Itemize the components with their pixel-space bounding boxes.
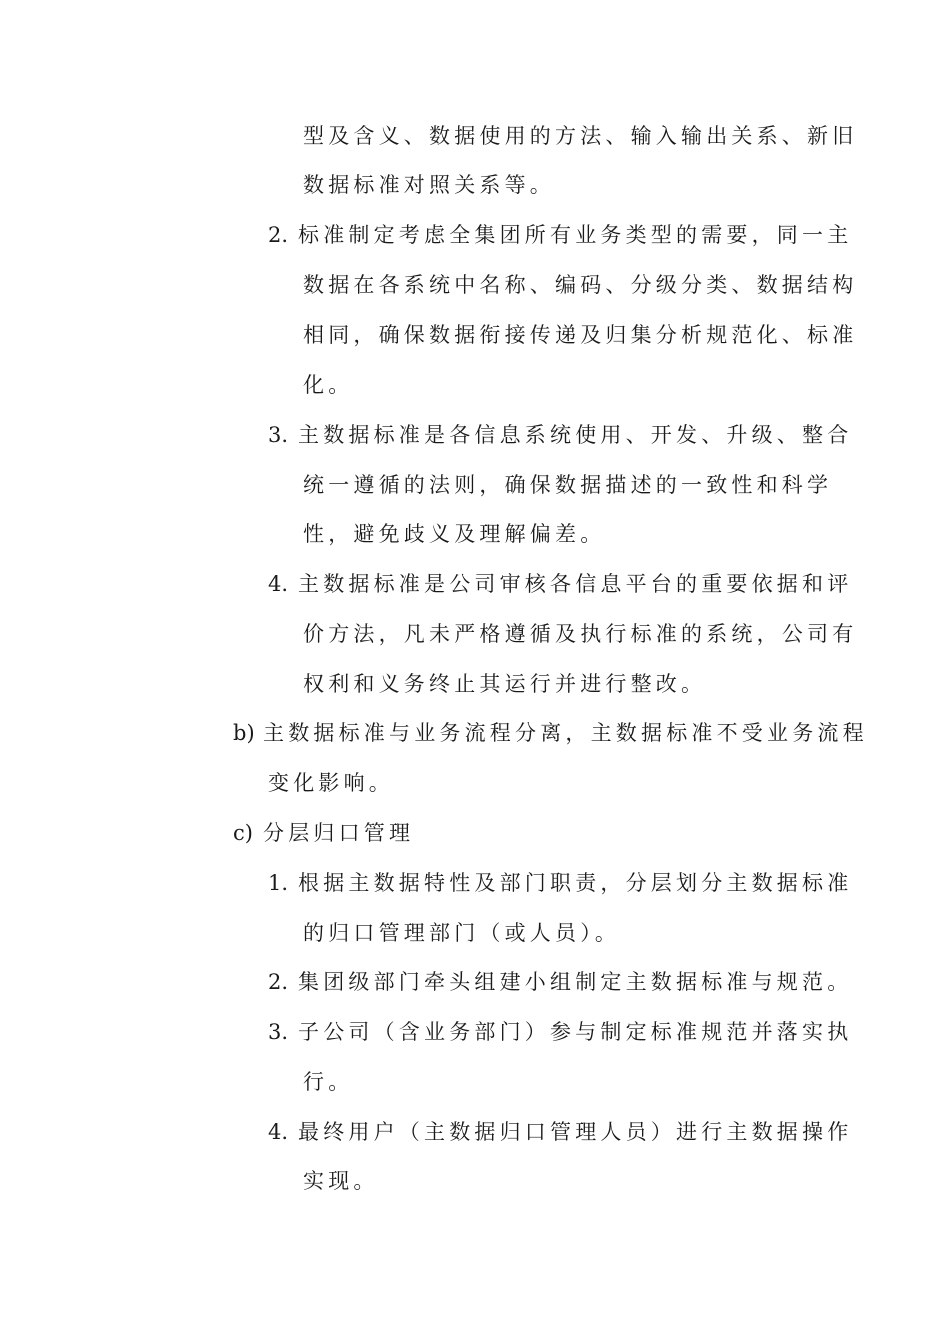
item4-line-3: 权利和义务终止其运行并进行整改。: [303, 672, 707, 696]
c-item2-first-line: [268, 967, 852, 997]
c-item3-marker: 3.: [268, 1020, 289, 1044]
item3-line-1: 主数据标准是各信息系统使用、开发、升级、整合: [298, 423, 853, 447]
item3-first-line: [268, 420, 852, 450]
section-b-first-line: [233, 718, 868, 748]
item2-line-4: 化。: [303, 373, 354, 397]
c-item1-line-2: 的归口管理部门（或人员）。: [303, 921, 621, 945]
item3-line-2: 统一遵循的法则，确保数据描述的一致性和科学: [303, 473, 833, 497]
item3-line-3: 性，避免歧义及理解偏差。: [303, 522, 606, 546]
section-c-heading: [233, 818, 414, 848]
item2-line-3: 相同，确保数据衔接传递及归集分析规范化、标准: [303, 323, 858, 347]
c-item4-marker: 4.: [268, 1120, 289, 1144]
c-item1-line-1: 根据主数据特性及部门职责，分层划分主数据标准: [298, 871, 853, 895]
item4-line-1: 主数据标准是公司审核各信息平台的重要依据和评: [298, 572, 853, 596]
section-b-marker: b): [233, 721, 255, 745]
c-item4-first-line: [268, 1117, 852, 1147]
c-item1-marker: 1.: [268, 871, 289, 895]
item2-line-1: 标准制定考虑全集团所有业务类型的需要，同一主: [298, 223, 853, 247]
item2-first-line: [268, 220, 852, 250]
item4-first-line: [268, 569, 852, 599]
item1-line-2: 数据标准对照关系等。: [303, 173, 555, 197]
section-b-line-1: 主数据标准与业务流程分离，主数据标准不受业务流程: [263, 721, 868, 745]
item2-marker: 2.: [268, 223, 289, 247]
c-item4-line-1: 最终用户（主数据归口管理人员）进行主数据操作: [298, 1120, 853, 1144]
c-item4-line-2: 实现。: [303, 1169, 379, 1193]
c-item2-line-1: 集团级部门牵头组建小组制定主数据标准与规范。: [298, 970, 853, 994]
c-item3-line-1: 子公司（含业务部门）参与制定标准规范并落实执: [298, 1020, 853, 1044]
item2-line-2: 数据在各系统中名称、编码、分级分类、数据结构: [303, 273, 858, 297]
c-item1-first-line: [268, 868, 852, 898]
c-item2-marker: 2.: [268, 970, 289, 994]
c-item3-first-line: [268, 1017, 852, 1047]
section-b-line-2: 变化影响。: [268, 771, 394, 795]
item4-marker: 4.: [268, 572, 289, 596]
c-item3-line-2: 行。: [303, 1070, 354, 1094]
section-c-heading-text: 分层归口管理: [263, 821, 415, 845]
item1-line-1: 型及含义、数据使用的方法、输入输出关系、新旧: [303, 124, 858, 148]
item3-marker: 3.: [268, 423, 289, 447]
item4-line-2: 价方法，凡未严格遵循及执行标准的系统，公司有: [303, 622, 858, 646]
section-c-marker: c): [233, 821, 253, 845]
